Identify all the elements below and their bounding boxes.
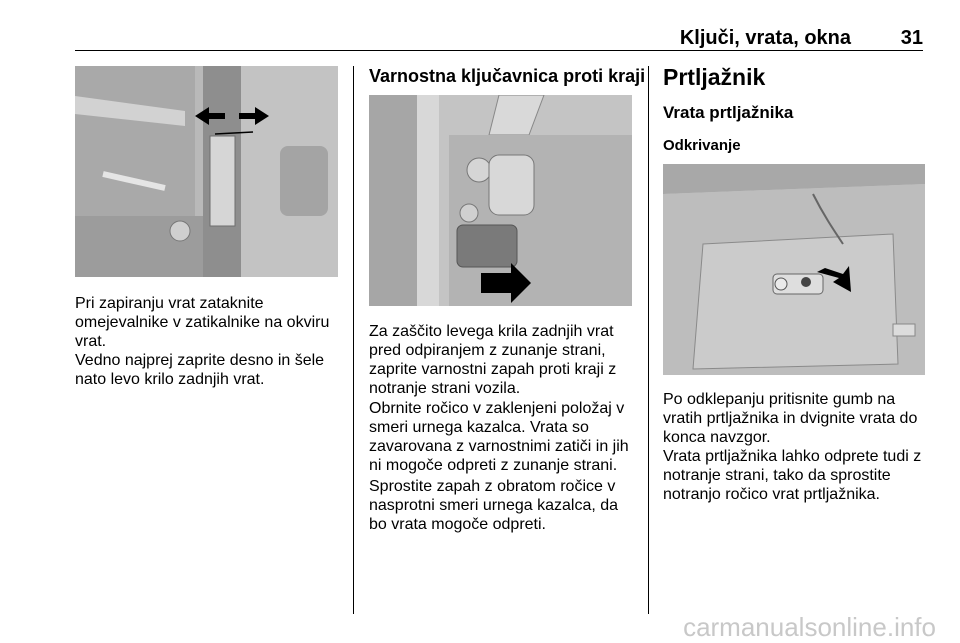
page-number: 31 bbox=[900, 27, 923, 49]
column-divider bbox=[648, 66, 649, 614]
paragraph: Pri zapiranju vrat zataknite omejevalnike v zatikalnike na okviru vrat. bbox=[75, 295, 330, 350]
paragraph: Po odklepanju pritisnite gumb na vratih prtljažnika in dvignite vrata do konca navzgor. bbox=[663, 391, 918, 446]
main-heading: Prtljažnik bbox=[663, 64, 766, 90]
paragraph: Sprostite zapah z obratom ročice v nasprotni smeri urnega kazalca, da bo vrata mogoče odpreti. bbox=[369, 478, 619, 533]
page-title: Ključi, vrata, okna bbox=[679, 27, 851, 49]
paragraph: Vrata prtljažnika lahko odprete tudi z notranje strani, tako da sprostite notranjo ročico vrat prtljažnika. bbox=[663, 448, 922, 503]
minor-heading: Odkrivanje bbox=[663, 137, 741, 154]
paragraph: Vedno najprej zaprite desno in šele nato levo krilo zadnjih vrat. bbox=[75, 352, 325, 388]
tailgate-button-icon bbox=[663, 164, 925, 375]
watermark: carmanualsonline.info bbox=[683, 612, 936, 642]
door-hinge-arrows-icon bbox=[75, 66, 338, 277]
security-lock-icon bbox=[369, 95, 632, 306]
tailgate-figure bbox=[663, 164, 925, 375]
security-lock-figure bbox=[369, 95, 632, 306]
subheading: Vrata prtljažnika bbox=[663, 103, 794, 122]
page-header bbox=[75, 0, 923, 48]
section-heading: Varnostna ključavnica proti kraji bbox=[369, 66, 646, 86]
paragraph: Za zaščito levega krila zadnjih vrat pred odpiranjem z zunanje strani, zaprite varnostni zapah proti kraji z notranje strani vozila. bbox=[369, 323, 617, 397]
header-divider bbox=[75, 50, 923, 51]
column-divider bbox=[353, 66, 354, 614]
paragraph: Obrnite ročico v zaklenjeni položaj v smeri urnega kazalca. Vrata so zavarovana z varnostnimi zatiči in jih ni mogoče odpreti z zunanje strani. bbox=[369, 400, 629, 474]
door-hinge-figure bbox=[75, 66, 338, 277]
